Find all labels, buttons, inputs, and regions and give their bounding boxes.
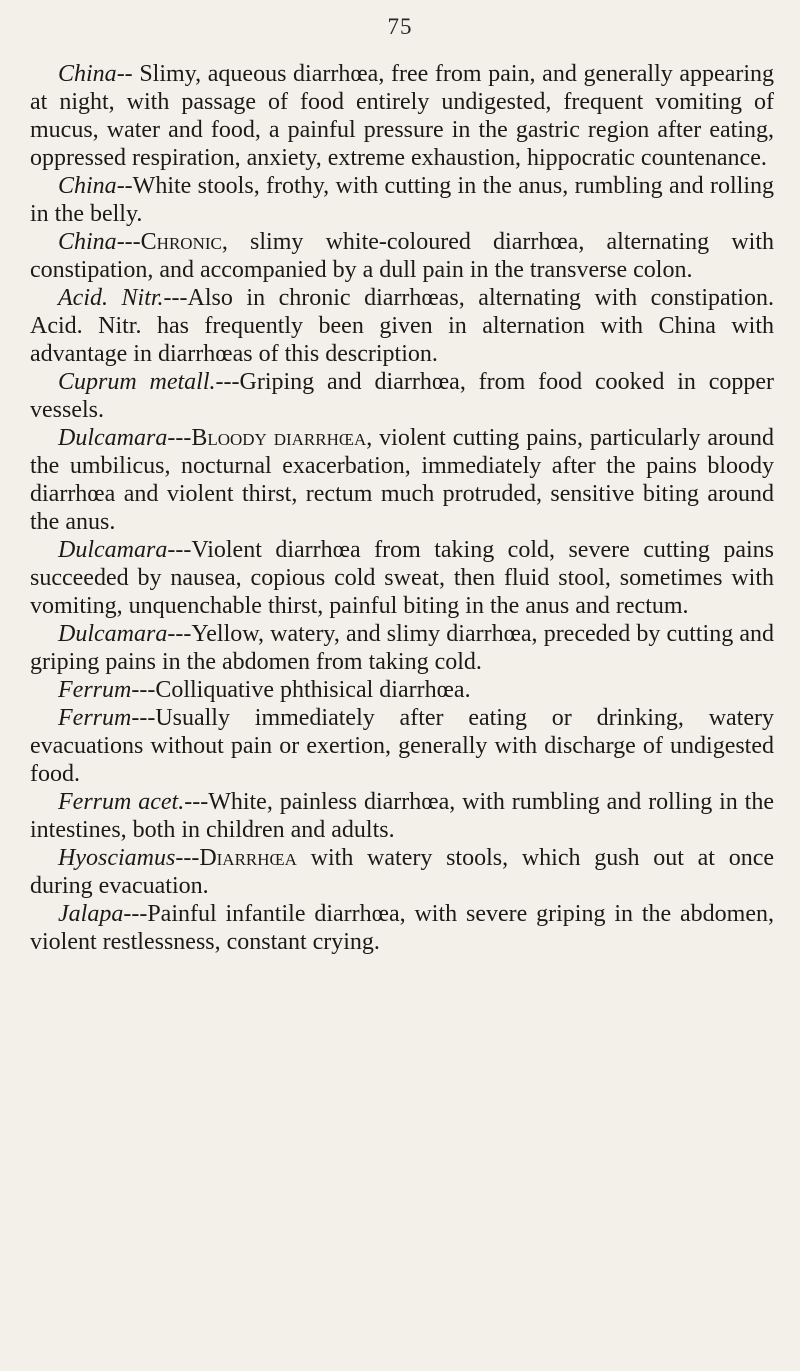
entry-text: , violent cutting pains, particularly around the umbilicus, nocturnal exacerbation, immediately after the pains bloody diarrhœa and violent thirst, rectum much protruded, sensitive biting around the anus. bbox=[30, 425, 775, 535]
remedy-name: China bbox=[58, 61, 117, 87]
remedy-entry bbox=[30, 228, 774, 284]
page-number: 75 bbox=[387, 14, 413, 39]
remedy-name: Ferrum acet. bbox=[58, 789, 185, 815]
separator-dash: --- bbox=[163, 285, 188, 311]
remedy-entry bbox=[30, 676, 774, 704]
entry-text: Yellow, watery, and slimy diarrhœa, preceded by cutting and griping pains in the abdomen from taking cold. bbox=[30, 621, 774, 675]
remedy-name: Dulcamara bbox=[58, 425, 168, 451]
separator-dash: --- bbox=[116, 229, 141, 255]
remedy-list bbox=[30, 60, 774, 956]
separator-dash: --- bbox=[215, 369, 240, 395]
separator-dash: --- bbox=[184, 789, 209, 815]
lead-term: Bloody diarrhœa bbox=[191, 425, 367, 451]
entry-text: White, painless diarrhœa, with rumbling and rolling in the intestines, both in children and adults. bbox=[30, 789, 774, 843]
separator-dash: --- bbox=[167, 537, 192, 563]
remedy-name: Dulcamara bbox=[58, 537, 168, 563]
remedy-entry bbox=[30, 704, 774, 788]
entry-text: , slimy white-coloured diarrhœa, alternating with constipation, and accompanied by a dull pain in the transverse colon. bbox=[30, 229, 774, 283]
remedy-entry bbox=[30, 368, 774, 424]
separator-dash: --- bbox=[131, 677, 156, 703]
remedy-name: China bbox=[58, 173, 117, 199]
entry-text: with watery stools, which gush out at once during evacuation. bbox=[30, 845, 774, 899]
separator-dash: -- bbox=[116, 61, 140, 87]
entry-text: Usually immediately after eating or drinking, watery evacuations without pain or exertion, generally with discharge of undigested food. bbox=[30, 705, 774, 787]
separator-dash: -- bbox=[116, 173, 133, 199]
separator-dash: --- bbox=[167, 621, 192, 647]
entry-text: White stools, frothy, with cutting in the anus, rumbling and rolling in the belly. bbox=[30, 173, 774, 227]
entry-text: Also in chronic diarrhœas, alternating with constipation. Acid. Nitr. has frequently been given in alternation with China with advantage in diarrhœas of this description. bbox=[30, 285, 774, 367]
remedy-name: Dulcamara bbox=[58, 621, 168, 647]
separator-dash: --- bbox=[123, 901, 148, 927]
remedy-name: Acid. Nitr. bbox=[58, 285, 164, 311]
separator-dash: --- bbox=[131, 705, 156, 731]
separator-dash: --- bbox=[167, 425, 192, 451]
remedy-name: Ferrum bbox=[58, 705, 132, 731]
remedy-entry bbox=[30, 900, 774, 956]
remedy-entry bbox=[30, 788, 774, 844]
remedy-entry bbox=[30, 60, 774, 172]
remedy-entry bbox=[30, 284, 774, 368]
entry-text: Colliquative phthisical diarrhœa. bbox=[155, 677, 471, 703]
remedy-entry bbox=[30, 620, 774, 676]
remedy-name: Jalapa bbox=[58, 901, 124, 927]
remedy-entry bbox=[30, 424, 774, 536]
entry-text: Painful infantile diarrhœa, with severe griping in the abdomen, violent restlessness, constant crying. bbox=[30, 901, 774, 955]
separator-dash: --- bbox=[175, 845, 200, 871]
entry-text: Slimy, aqueous diarrhœa, free from pain, and generally appearing at night, with passage of food entirely undigested, frequent vomiting of mucus, water and food, a painful pressure in the gastric region after eating, oppressed respiration, anxiety, extreme exhaustion, hippocratic countenance. bbox=[30, 61, 775, 171]
lead-term: Chronic bbox=[140, 229, 222, 255]
remedy-name: Hyosciamus bbox=[58, 845, 176, 871]
remedy-entry bbox=[30, 172, 774, 228]
remedy-name: Cuprum metall. bbox=[58, 369, 216, 395]
remedy-entry bbox=[30, 536, 774, 620]
entry-text: Griping and diarrhœa, from food cooked in copper vessels. bbox=[30, 369, 775, 423]
lead-term: Diarrhœa bbox=[199, 845, 297, 871]
remedy-entry bbox=[30, 844, 774, 900]
entry-text: Violent diarrhœa from taking cold, severe cutting pains succeeded by nausea, copious cold sweat, then fluid stool, sometimes with vomiting, unquenchable thirst, painful biting in the anus and rectum. bbox=[30, 537, 774, 619]
remedy-name: China bbox=[58, 229, 117, 255]
remedy-name: Ferrum bbox=[58, 677, 132, 703]
